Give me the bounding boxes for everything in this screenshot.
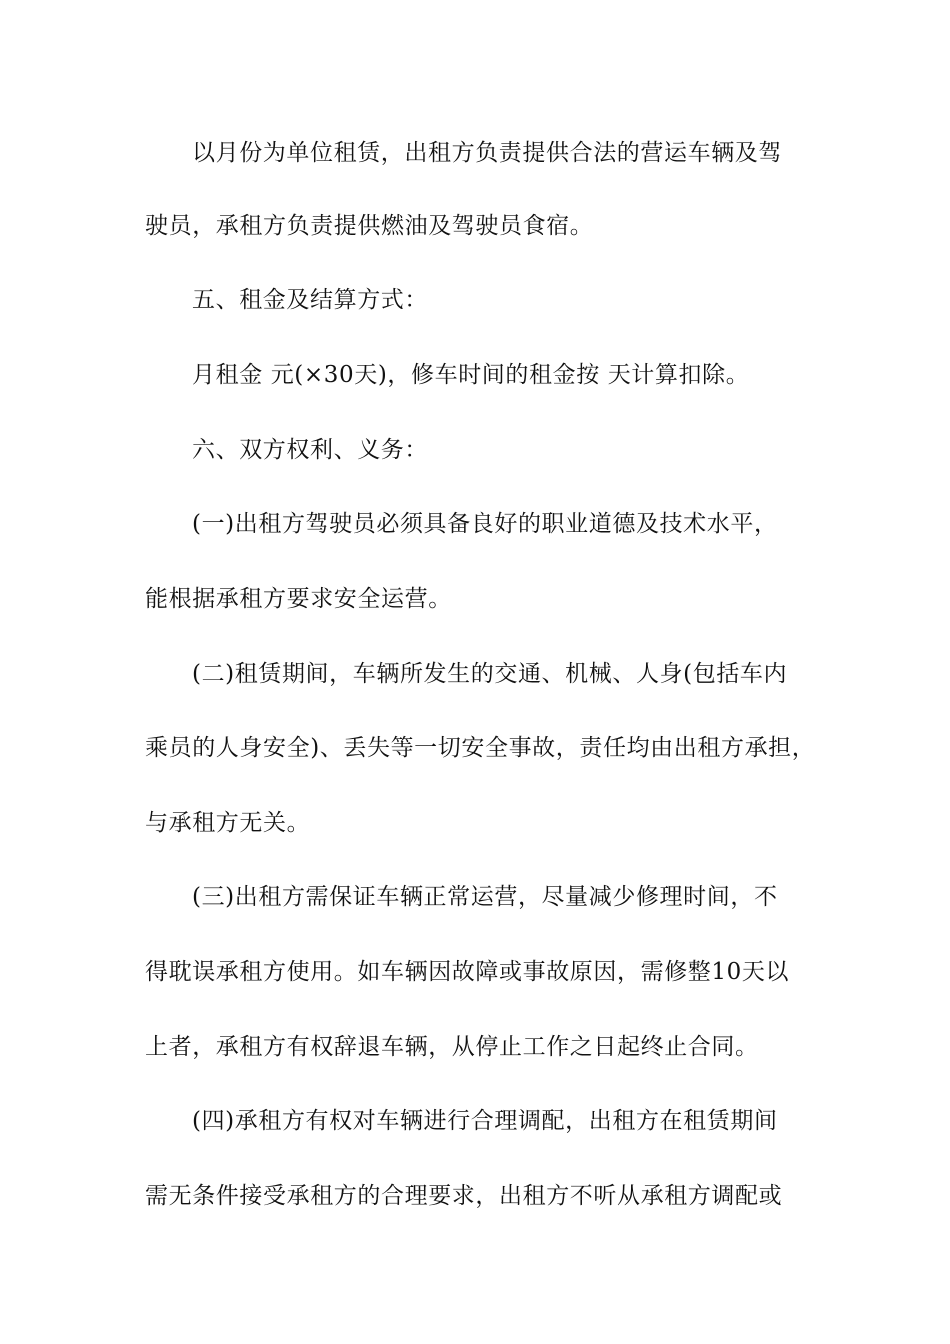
- text-line: 能根据承租方要求安全运营。: [145, 586, 452, 612]
- text-line: 需无条件接受承租方的合理要求，出租方不听从承租方调配或: [145, 1183, 783, 1209]
- text-line: (四)承租方有权对车辆进行合理调配，出租方在租赁期间: [192, 1108, 778, 1134]
- section-heading: 五、租金及结算方式：: [192, 287, 428, 313]
- text-line: 月租金 元(×30天)，修车时间的租金按 天计算扣除。: [192, 362, 750, 388]
- text-line: (三)出租方需保证车辆正常运营，尽量减少修理时间，不: [192, 884, 778, 910]
- text-line: 得耽误承租方使用。如车辆因故障或事故原因，需修整10天以: [145, 959, 790, 985]
- text-line: (二)租赁期间，车辆所发生的交通、机械、人身(包括车内: [192, 661, 788, 687]
- text-line: 上者，承租方有权辞退车辆，从停止工作之日起终止合同。: [145, 1034, 759, 1060]
- text-line: 以月份为单位租赁，出租方负责提供合法的营运车辆及驾: [192, 140, 782, 166]
- text-line: 与承租方无关。: [145, 810, 311, 836]
- text-line: (一)出租方驾驶员必须具备良好的职业道德及技术水平，: [192, 511, 778, 537]
- text-line: 驶员，承租方负责提供燃油及驾驶员食宿。: [145, 213, 594, 239]
- section-heading: 六、双方权利、义务：: [192, 437, 428, 463]
- text-line: 乘员的人身安全)、丢失等一切安全事故，责任均由出租方承担，: [145, 735, 816, 761]
